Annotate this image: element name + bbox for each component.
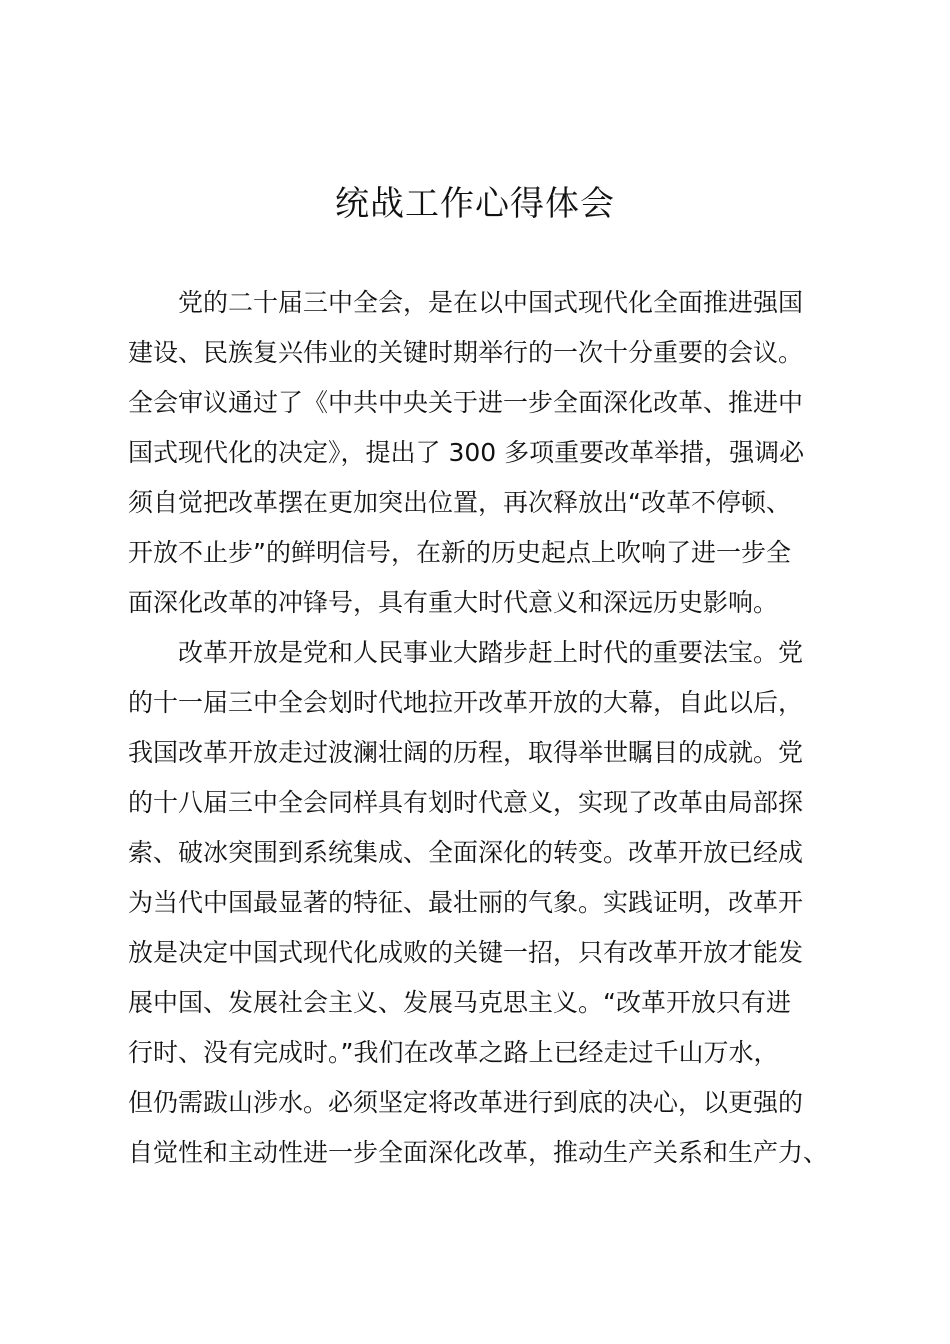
paragraph-2-line-3: 我国改革开放走过波澜壮阔的历程，取得举世瞩目的成就。党 xyxy=(128,738,804,767)
paragraph-2-line-11: 自觉性和主动性进一步全面深化改革，推动生产关系和生产力、 xyxy=(128,1138,829,1167)
paragraph-1-line-3: 全会审议通过了《中共中央关于进一步全面深化改革、推进中 xyxy=(128,388,804,417)
paragraph-2-line-9: 行时、没有完成时。”我们在改革之路上已经走过千山万水， xyxy=(128,1038,779,1067)
paragraph-1-line-5: 须自觉把改革摆在更加突出位置，再次释放出“改革不停顿、 xyxy=(128,488,791,517)
paragraph-1-line-2: 建设、民族复兴伟业的关键时期举行的一次十分重要的会议。 xyxy=(128,338,804,367)
paragraph-2-line-4: 的十八届三中全会同样具有划时代意义，实现了改革由局部探 xyxy=(128,788,804,817)
paragraph-2-line-10: 但仍需跋山涉水。必须坚定将改革进行到底的决心，以更强的 xyxy=(128,1088,804,1117)
page-title: 统战工作心得体会 xyxy=(335,184,615,224)
paragraph-1-line-7: 面深化改革的冲锋号，具有重大时代意义和深远历史影响。 xyxy=(128,588,779,617)
paragraph-2-line-1: 改革开放是党和人民事业大踏步赶上时代的重要法宝。党 xyxy=(178,638,804,667)
paragraph-2-line-5: 索、破冰突围到系统集成、全面深化的转变。改革开放已经成 xyxy=(128,838,804,867)
paragraph-2-line-2: 的十一届三中全会划时代地拉开改革开放的大幕，自此以后， xyxy=(128,688,804,717)
paragraph-1-line-6: 开放不止步”的鲜明信号，在新的历史起点上吹响了进一步全 xyxy=(128,538,791,567)
paragraph-2-line-6: 为当代中国最显著的特征、最壮丽的气象。实践证明，改革开 xyxy=(128,888,804,917)
paragraph-1-line-4: 国式现代化的决定》，提出了 300 多项重要改革举措，强调必 xyxy=(128,438,805,467)
paragraph-2-line-8: 展中国、发展社会主义、发展马克思主义。“改革开放只有进 xyxy=(128,988,791,1017)
paragraph-1-line-1: 党的二十届三中全会，是在以中国式现代化全面推进强国 xyxy=(178,288,804,317)
paragraph-2-line-7: 放是决定中国式现代化成败的关键一招，只有改革开放才能发 xyxy=(128,938,804,967)
